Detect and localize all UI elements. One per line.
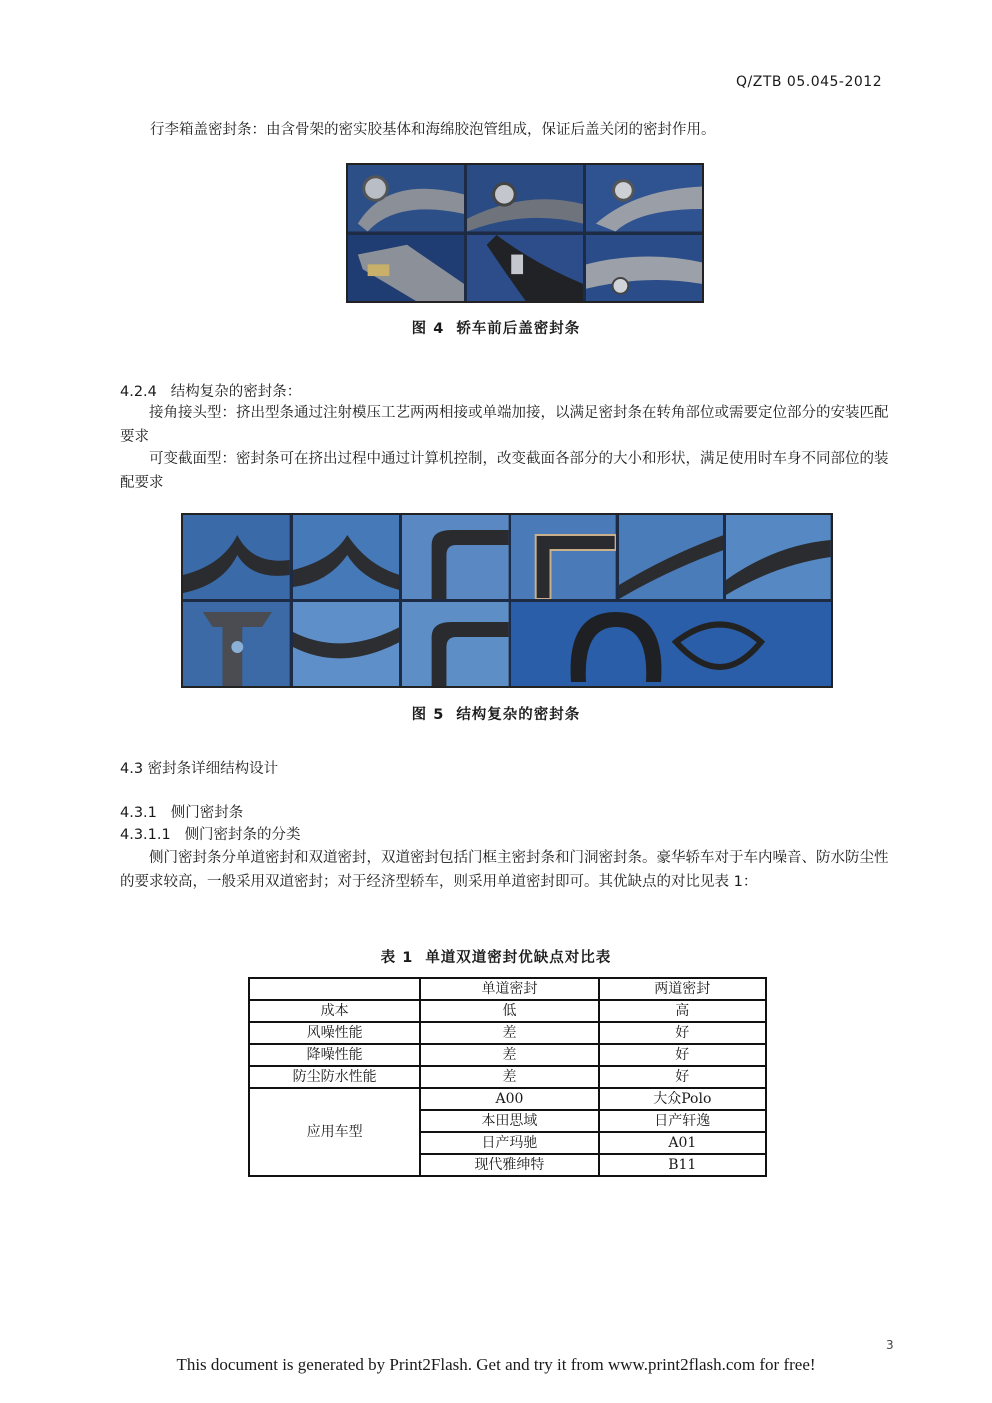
section-number: 4.2.4: [120, 384, 157, 400]
table-cell: A01: [599, 1132, 766, 1154]
table-header-row: [249, 978, 766, 1000]
seal-photo: [402, 515, 509, 599]
table-cell: 成本: [249, 1000, 420, 1022]
section-title: 侧门密封条: [170, 805, 244, 821]
section-4-3-1-heading: [120, 801, 243, 822]
table-cell: 差: [420, 1044, 598, 1066]
table-row: [249, 1088, 766, 1110]
figure-4-caption: [0, 317, 992, 338]
table-cell: 日产轩逸: [599, 1110, 766, 1132]
figure-4-title: 轿车前后盖密封条: [456, 321, 581, 337]
table-cell: A00: [420, 1088, 598, 1110]
table-row: [249, 1022, 766, 1044]
table-cell: 风噪性能: [249, 1022, 420, 1044]
trunk-seal-text: 行李箱盖密封条：由含骨架的密实胶基体和海绵胶泡管组成，保证后盖关闭的密封作用。: [150, 122, 716, 138]
figure-5-photo: [181, 513, 833, 688]
table-1-title: 单道双道密封优缺点对比表: [425, 950, 612, 966]
seal-photo: [183, 602, 290, 686]
section-title: 侧门密封条的分类: [184, 827, 301, 843]
section-number: 4.3: [120, 761, 144, 777]
seal-photo: [586, 235, 702, 302]
section-title: 密封条详细结构设计: [147, 761, 279, 777]
figure-4-photo: [346, 163, 704, 303]
table-cell: 本田思域: [420, 1110, 598, 1132]
table-cell: 防尘防水性能: [249, 1066, 420, 1088]
section-number: 4.3.1: [120, 805, 157, 821]
table-cell: 差: [420, 1066, 598, 1088]
seal-photo: [467, 165, 583, 232]
section-number: 4.3.1.1: [120, 827, 171, 843]
figure-5-caption: [0, 703, 992, 724]
seal-photo: [348, 235, 464, 302]
variable-section-paragraph: 可变截面型：密封条可在挤出过程中通过计算机控制，改变截面各部分的大小和形状，满足使用时车身不同部位的装配要求: [120, 451, 889, 491]
figure-4-number: 图 4: [411, 321, 445, 337]
seal-photo: [511, 515, 616, 599]
table-cell: 大众Polo: [599, 1088, 766, 1110]
side-door-paragraph: 侧门密封条分单道密封和双道密封，双道密封包括门框主密封条和门洞密封条。豪华轿车对于车内噪音、防水防尘性的要求较高，一般采用双道密封；对于经济型轿车，则采用单道密封即可。其优缺点的对比见表 1：: [120, 850, 889, 890]
seal-photo: [293, 515, 400, 599]
table-cell: 低: [420, 1000, 598, 1022]
table-1-caption: [0, 946, 992, 967]
table-1-number: 表 1: [380, 950, 414, 966]
table-cell: 差: [420, 1022, 598, 1044]
comparison-table: [248, 977, 767, 1177]
table-header-cell: 单道密封: [420, 978, 598, 1000]
corner-joint-paragraph: 接角接头型：挤出型条通过注射模压工艺两两相接或单端加接，以满足密封条在转角部位或需要定位部分的安装匹配要求: [120, 405, 889, 445]
table-cell: 降噪性能: [249, 1044, 420, 1066]
table-row: [249, 1044, 766, 1066]
table-cell: 好: [599, 1066, 766, 1088]
seal-photo: [726, 515, 831, 599]
section-title: 结构复杂的密封条：: [170, 384, 302, 400]
seal-photo: [467, 235, 583, 302]
figure-5-number: 图 5: [411, 707, 445, 723]
seal-photo: [402, 602, 509, 686]
seal-photo: [348, 165, 464, 232]
table-cell: 现代雅绅特: [420, 1154, 598, 1176]
seal-photo: [183, 515, 290, 599]
table-cell: 高: [599, 1000, 766, 1022]
document-code: Q/ZTB 05.045-2012: [736, 74, 883, 90]
print2flash-footer: This document is generated by Print2Flash. Get and try it from www.print2flash.com for free!: [176, 1355, 816, 1374]
table-header-cell: [249, 978, 420, 1000]
page-number: 3: [886, 1338, 894, 1352]
table-cell: 好: [599, 1044, 766, 1066]
table-row: [249, 1066, 766, 1088]
figure-5-title: 结构复杂的密封条: [456, 707, 581, 723]
section-4-3-heading: [120, 757, 278, 778]
table-row: [249, 1000, 766, 1022]
seal-photo: [511, 602, 831, 686]
seal-photo: [293, 602, 400, 686]
seal-photo: [619, 515, 724, 599]
seal-photo: [586, 165, 702, 232]
table-header-cell: 两道密封: [599, 978, 766, 1000]
table-cell-application-label: 应用车型: [249, 1088, 420, 1176]
table-cell: 日产玛驰: [420, 1132, 598, 1154]
section-4-2-4-heading: [120, 380, 301, 401]
section-4-3-1-1-heading: [120, 823, 301, 844]
table-cell: B11: [599, 1154, 766, 1176]
table-cell: 好: [599, 1022, 766, 1044]
